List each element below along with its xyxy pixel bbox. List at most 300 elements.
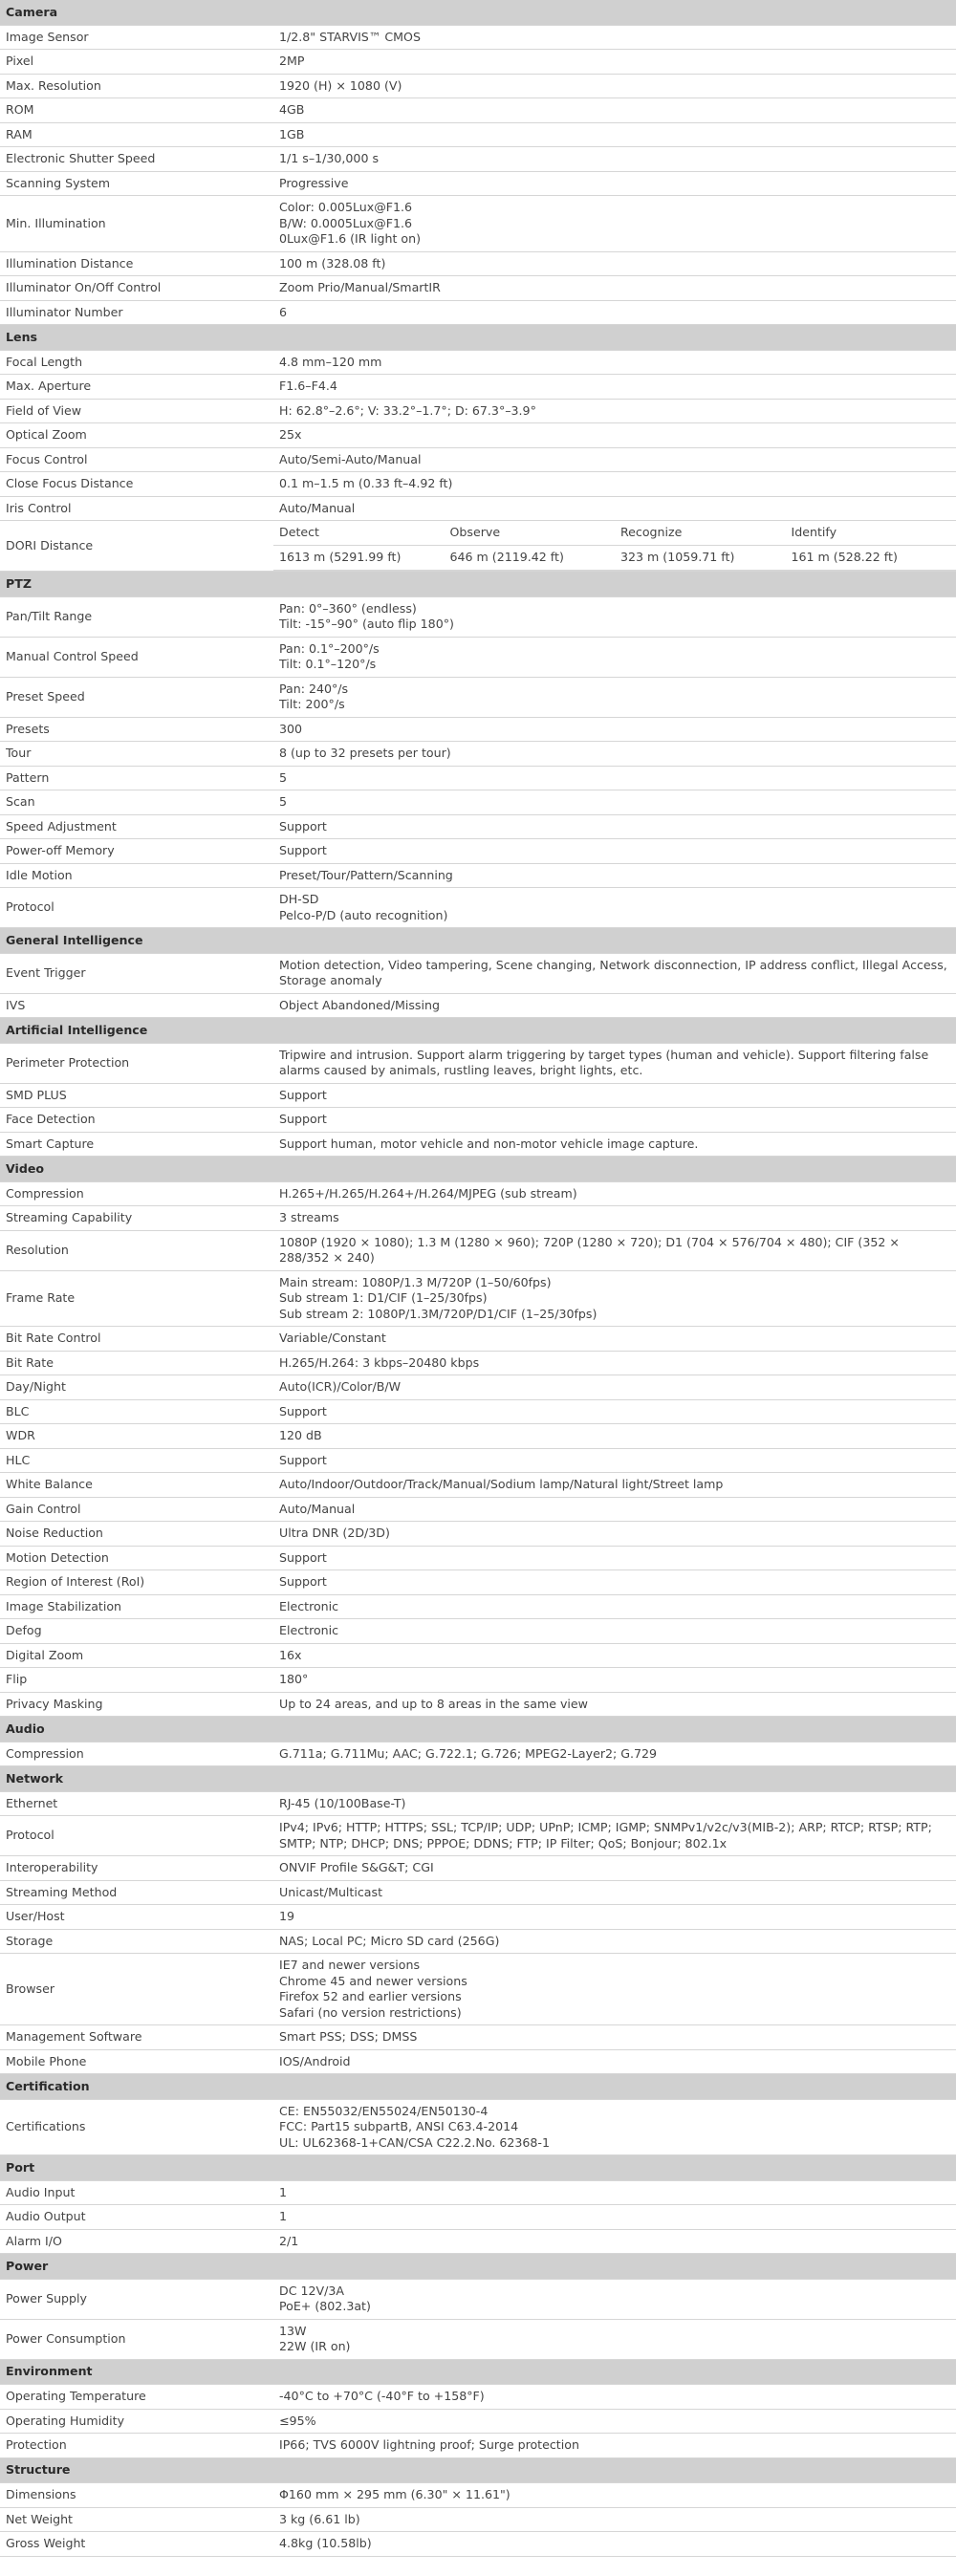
section-title: Certification [0,2074,956,2100]
spec-label: SMD PLUS [0,1083,273,1108]
spec-label: Electronic Shutter Speed [0,147,273,172]
spec-value-line: 1 [279,2209,288,2223]
spec-value [273,496,956,521]
spec-label: Power Consumption [0,2319,273,2359]
spec-row-tour [0,742,956,767]
spec-row-user-host [0,1905,956,1930]
spec-value [273,399,956,423]
spec-row-protection [0,2434,956,2458]
spec-row-pattern [0,766,956,790]
spec-label: Protocol [0,1816,273,1856]
spec-value-line: DC 12V/3A [279,2283,345,2298]
spec-row-manual-control-speed [0,637,956,677]
spec-value-line: CE: EN55032/EN55024/EN50130-4 [279,2103,489,2118]
spec-row-ethernet [0,1791,956,1816]
spec-value [273,1905,956,1930]
spec-label: Pixel [0,50,273,75]
spec-value [273,2279,956,2319]
section-header-video [0,1157,956,1182]
section-header-certification [0,2074,956,2100]
spec-row-protocol [0,888,956,928]
section-title: Artificial Intelligence [0,1018,956,1044]
spec-label: Compression [0,1181,273,1206]
spec-label: BLC [0,1399,273,1424]
spec-value [273,1668,956,1693]
spec-row-dori-distance [0,521,956,572]
spec-value-line: F1.6–F4.4 [279,379,337,393]
spec-value-line: Auto/Semi-Auto/Manual [279,451,422,466]
spec-value-line: Preset/Tour/Pattern/Scanning [279,867,453,882]
spec-label: Protocol [0,888,273,928]
dori-header: Detect [273,521,445,546]
spec-value-line: Support [279,1549,327,1565]
spec-value [273,1448,956,1473]
spec-label: Scanning System [0,171,273,196]
spec-value-line: Variable/Constant [279,1331,386,1345]
spec-value-line: H.265+/H.265/H.264+/H.264/MJPEG (sub stream) [279,1185,577,1201]
spec-value-line: 3 kg (6.61 lb) [279,2511,360,2526]
spec-label: Region of Interest (RoI) [0,1570,273,1595]
spec-value [273,375,956,400]
spec-value [273,2099,956,2155]
spec-value [273,1230,956,1270]
spec-value [273,1522,956,1547]
spec-row-bit-rate [0,1351,956,1375]
spec-label: Bit Rate Control [0,1327,273,1352]
spec-row-audio-input [0,2180,956,2205]
spec-value-line: Pan: 0°–360° (endless) [279,600,417,616]
spec-label: Gain Control [0,1497,273,1522]
spec-row-audio-output [0,2205,956,2230]
spec-row-smd-plus [0,1083,956,1108]
spec-value [273,50,956,75]
spec-row-net-weight [0,2507,956,2532]
spec-label: Certifications [0,2099,273,2155]
spec-value [273,1181,956,1206]
spec-value-line: Support human, motor vehicle and non-motor vehicle image capture. [279,1136,699,1151]
spec-label: IVS [0,993,273,1018]
spec-value [273,2025,956,2050]
spec-value-line: 1920 (H) × 1080 (V) [279,77,402,93]
spec-value-line: Sub stream 2: 1080P/1.3M/720P/D1/CIF (1–25/30fps) [279,1306,598,1321]
spec-label: Flip [0,1668,273,1693]
spec-label: White Balance [0,1473,273,1498]
spec-label: Manual Control Speed [0,637,273,677]
spec-label: WDR [0,1424,273,1449]
spec-row-image-stabilization [0,1594,956,1619]
spec-row-bit-rate-control [0,1327,956,1352]
spec-value [273,1270,956,1327]
spec-row-illuminator-on-off-control [0,276,956,301]
spec-value [273,2507,956,2532]
spec-row-noise-reduction [0,1522,956,1547]
spec-label: Ethernet [0,1791,273,1816]
spec-value [273,2229,956,2254]
spec-label: Management Software [0,2025,273,2050]
spec-value [273,1816,956,1856]
dori-header-row [273,521,956,546]
spec-label: Iris Control [0,496,273,521]
spec-label: Operating Temperature [0,2385,273,2410]
spec-value [273,171,956,196]
spec-label: Idle Motion [0,863,273,888]
spec-label: Focal Length [0,350,273,375]
spec-value-line: H: 62.8°–2.6°; V: 33.2°–1.7°; D: 67.3°–3.9° [279,402,536,418]
spec-value-line: 120 dB [279,1428,322,1442]
spec-value [273,953,956,993]
spec-value-line: 13W [279,2323,307,2338]
section-title: Power [0,2254,956,2280]
spec-value-line: 3 streams [279,1210,339,1224]
spec-label: Audio Output [0,2205,273,2230]
spec-value-line: Support [279,1574,327,1589]
spec-value-line: RJ-45 (10/100Base-T) [279,1795,406,1810]
spec-label: Noise Reduction [0,1522,273,1547]
spec-value [273,1929,956,1954]
section-title: Lens [0,325,956,351]
spec-label: Face Detection [0,1108,273,1133]
spec-label: Min. Illumination [0,196,273,252]
spec-label: DORI Distance [0,521,273,572]
spec-value [273,1880,956,1905]
section-title: General Intelligence [0,928,956,954]
spec-value-line: ONVIF Profile S&G&T; CGI [279,1860,434,1874]
spec-value-line: Motion detection, Video tampering, Scene changing, Network disconnection, IP address conflict, Illegal Access, Storage anomaly [279,957,947,987]
spec-value [273,1351,956,1375]
dori-header: Recognize [615,521,786,546]
spec-label: Privacy Masking [0,1692,273,1717]
spec-value-line: Sub stream 1: D1/CIF (1–25/30fps) [279,1290,488,1305]
spec-value-line: Progressive [279,175,349,190]
section-title: Environment [0,2359,956,2385]
spec-value-line: 1080P (1920 × 1080); 1.3 M (1280 × 960); 720P (1280 × 720); D1 (704 × 576/704 × 480); CIF (352 × 288/352 × 240) [279,1234,900,1265]
dori-header: Identify [786,521,956,546]
spec-value-line: Pelco-P/D (auto recognition) [279,907,448,922]
spec-value-line: Tilt: 200°/s [279,697,345,711]
section-header-camera [0,0,956,25]
spec-row-event-trigger [0,953,956,993]
spec-label: Streaming Method [0,1880,273,1905]
spec-value [273,350,956,375]
spec-value [273,863,956,888]
spec-row-illuminator-number [0,300,956,325]
spec-row-blc [0,1399,956,1424]
spec-label: Presets [0,717,273,742]
spec-row-motion-detection [0,1546,956,1570]
spec-value [273,447,956,472]
spec-value-line: Pan: 240°/s [279,681,349,696]
spec-value [273,766,956,790]
spec-row-pan-tilt-range [0,596,956,637]
spec-label: Day/Night [0,1375,273,1400]
dori-value: 323 m (1059.71 ft) [615,546,786,571]
spec-value-line: 180° [279,1672,309,1686]
spec-row-focal-length [0,350,956,375]
spec-row-streaming-method [0,1880,956,1905]
spec-value-line: Support [279,843,327,857]
spec-value [273,2049,956,2074]
spec-value [273,2434,956,2458]
spec-row-electronic-shutter-speed [0,147,956,172]
spec-value [273,74,956,98]
section-header-environment [0,2359,956,2385]
spec-row-perimeter-protection [0,1043,956,1083]
spec-row-management-software [0,2025,956,2050]
spec-value [273,2205,956,2230]
spec-value [273,423,956,448]
spec-row-presets [0,717,956,742]
spec-label: Max. Resolution [0,74,273,98]
spec-row-operating-humidity [0,2409,956,2434]
spec-value [273,1424,956,1449]
spec-value [273,637,956,677]
spec-value-line: Electronic [279,1598,339,1613]
spec-value [273,2385,956,2410]
spec-label: Power Supply [0,2279,273,2319]
spec-label: Tour [0,742,273,767]
spec-value-line: IE7 and newer versions [279,1958,421,1972]
section-header-power [0,2254,956,2280]
spec-row-close-focus-distance [0,472,956,497]
spec-value-line: H.265/H.264: 3 kbps–20480 kbps [279,1354,480,1370]
spec-value-line: Auto/Manual [279,1501,356,1516]
spec-value-line: Color: 0.005Lux@F1.6 [279,200,413,214]
spec-value-line: 5 [279,769,288,785]
spec-value-line: Pan: 0.1°–200°/s [279,640,380,656]
spec-row-ivs [0,993,956,1018]
spec-label: Dimensions [0,2483,273,2508]
section-header-port [0,2155,956,2181]
spec-label: Digital Zoom [0,1643,273,1668]
spec-value [273,2483,956,2508]
spec-value-line: Auto/Indoor/Outdoor/Track/Manual/Sodium lamp/Natural light/Street lamp [279,1477,724,1491]
spec-row-region-of-interest-roi [0,1570,956,1595]
spec-label: Frame Rate [0,1270,273,1327]
spec-value [273,1546,956,1570]
spec-value [273,1692,956,1717]
spec-row-power-consumption [0,2319,956,2359]
spec-value [273,1619,956,1644]
spec-row-rom [0,98,956,123]
section-header-network [0,1766,956,1792]
spec-value [273,1791,956,1816]
spec-label: RAM [0,122,273,147]
spec-value-line: 22W (IR on) [279,2339,351,2353]
spec-label: Illumination Distance [0,251,273,276]
spec-value-line: Chrome 45 and newer versions [279,1973,467,1988]
dori-value: 161 m (528.22 ft) [786,546,956,571]
spec-value-line: 6 [279,304,288,319]
spec-value [273,1083,956,1108]
spec-value-line: ≤95% [279,2413,316,2428]
spec-row-white-balance [0,1473,956,1498]
dori-table [273,521,956,571]
spec-label: Pan/Tilt Range [0,596,273,637]
spec-value-line: 4GB [279,102,305,117]
spec-label: Gross Weight [0,2532,273,2557]
spec-value [273,596,956,637]
spec-value [273,521,956,572]
spec-value [273,742,956,767]
spec-row-field-of-view [0,399,956,423]
spec-value [273,147,956,172]
spec-value-line: PoE+ (802.3at) [279,2299,371,2313]
section-header-lens [0,325,956,351]
spec-label: Operating Humidity [0,2409,273,2434]
section-header-artificial-intelligence [0,1018,956,1044]
spec-row-frame-rate [0,1270,956,1327]
spec-value [273,993,956,1018]
spec-value-line: 8 (up to 32 presets per tour) [279,746,451,760]
spec-value-line: Electronic [279,1623,339,1637]
spec-value-line: Object Abandoned/Missing [279,997,440,1012]
spec-value-line: 2MP [279,54,305,68]
spec-value [273,888,956,928]
spec-row-gross-weight [0,2532,956,2557]
spec-value [273,2180,956,2205]
spec-row-protocol [0,1816,956,1856]
spec-value-line: Auto(ICR)/Color/B/W [279,1379,402,1394]
section-header-structure [0,2457,956,2483]
spec-label: ROM [0,98,273,123]
spec-row-power-off-memory [0,839,956,864]
spec-value [273,1954,956,2025]
spec-value-line: UL: UL62368-1+CAN/CSA C22.2.No. 62368-1 [279,2134,550,2150]
spec-label: Pattern [0,766,273,790]
spec-value [273,790,956,815]
spec-value-line: DH-SD [279,892,319,906]
spec-value [273,251,956,276]
spec-value-line: IPv4; IPv6; HTTP; HTTPS; SSL; TCP/IP; UDP; UPnP; ICMP; IGMP; SNMPv1/v2c/v3(MIB-2); ARP; RTCP; RTSP; RTP; SMTP; NTP; DHCP; DNS; PPPOE; DDNS; FTP; IP Filter; QoS; Bonjour; 802.1x [279,1820,932,1851]
spec-label: Mobile Phone [0,2049,273,2074]
spec-row-digital-zoom [0,1643,956,1668]
spec-row-max-resolution [0,74,956,98]
spec-value [273,1473,956,1498]
spec-label: Preset Speed [0,677,273,717]
spec-label: Speed Adjustment [0,814,273,839]
spec-value-line: Φ160 mm × 295 mm (6.30" × 11.61") [279,2487,511,2501]
spec-value-line: 300 [279,721,303,736]
section-title: Camera [0,0,956,25]
spec-value-line: Ultra DNR (2D/3D) [279,1526,390,1540]
spec-row-iris-control [0,496,956,521]
spec-row-hlc [0,1448,956,1473]
spec-label: Smart Capture [0,1132,273,1157]
spec-value [273,2319,956,2359]
spec-value-line: 19 [279,1909,295,1923]
spec-row-operating-temperature [0,2385,956,2410]
spec-label: Max. Aperture [0,375,273,400]
spec-value [273,25,956,50]
spec-value-line: 0Lux@F1.6 (IR light on) [279,231,422,246]
spec-value-line: Support [279,818,327,833]
spec-label: Interoperability [0,1856,273,1881]
spec-label: Scan [0,790,273,815]
spec-row-gain-control [0,1497,956,1522]
spec-value [273,717,956,742]
spec-value [273,1108,956,1133]
spec-value-line: 5 [279,794,288,809]
spec-row-scanning-system [0,171,956,196]
spec-label: Bit Rate [0,1351,273,1375]
spec-row-privacy-masking [0,1692,956,1717]
spec-label: Close Focus Distance [0,472,273,497]
spec-value [273,1327,956,1352]
spec-value-line: 4.8kg (10.58lb) [279,2536,372,2550]
spec-value-line: B/W: 0.0005Lux@F1.6 [279,215,413,230]
spec-label: Alarm I/O [0,2229,273,2254]
spec-value-line: FCC: Part15 subpartB, ANSI C63.4-2014 [279,2119,519,2133]
spec-label: Power-off Memory [0,839,273,864]
spec-row-min-illumination [0,196,956,252]
spec-value [273,1375,956,1400]
spec-value-line: 25x [279,427,302,442]
spec-value-line: Support [279,1452,327,1467]
spec-value-line: Auto/Manual [279,500,356,515]
spec-value-line: Tilt: 0.1°–120°/s [279,657,377,671]
spec-label: Streaming Capability [0,1206,273,1231]
spec-row-preset-speed [0,677,956,717]
spec-row-compression [0,1181,956,1206]
spec-row-streaming-capability [0,1206,956,1231]
spec-label: Defog [0,1619,273,1644]
spec-value-line: 16x [279,1647,302,1662]
dori-value: 646 m (2119.42 ft) [445,546,616,571]
spec-value [273,1497,956,1522]
section-header-ptz [0,572,956,597]
section-header-audio [0,1717,956,1743]
spec-row-wdr [0,1424,956,1449]
spec-label: User/Host [0,1905,273,1930]
spec-value [273,300,956,325]
spec-value [273,1132,956,1157]
spec-value [273,122,956,147]
dori-header: Observe [445,521,616,546]
spec-row-focus-control [0,447,956,472]
spec-value [273,1643,956,1668]
spec-row-smart-capture [0,1132,956,1157]
section-title: Audio [0,1717,956,1743]
spec-value-line: 1GB [279,126,305,141]
spec-value [273,2532,956,2557]
spec-value-line: Support [279,1112,327,1126]
spec-row-alarm-i-o [0,2229,956,2254]
spec-value-line: -40°C to +70°C (-40°F to +158°F) [279,2389,485,2403]
spec-value-line: IP66; TVS 6000V lightning proof; Surge protection [279,2437,579,2452]
spec-value-line: Main stream: 1080P/1.3 M/720P (1–50/60fps) [279,1274,552,1289]
section-title: Port [0,2155,956,2181]
spec-value [273,1206,956,1231]
spec-row-optical-zoom [0,423,956,448]
section-header-general-intelligence [0,928,956,954]
spec-value [273,2409,956,2434]
section-title: PTZ [0,572,956,597]
section-title: Structure [0,2457,956,2483]
spec-value [273,1399,956,1424]
spec-row-dimensions [0,2483,956,2508]
spec-label: Image Stabilization [0,1594,273,1619]
dori-value: 1613 m (5291.99 ft) [273,546,445,571]
spec-label: Illuminator On/Off Control [0,276,273,301]
spec-value-line: 100 m (328.08 ft) [279,255,386,271]
spec-value-line: Support [279,1087,327,1102]
spec-label: Compression [0,1742,273,1766]
spec-value-line: 2/1 [279,2233,299,2248]
spec-value [273,839,956,864]
spec-row-power-supply [0,2279,956,2319]
spec-value [273,196,956,252]
spec-value [273,1570,956,1595]
